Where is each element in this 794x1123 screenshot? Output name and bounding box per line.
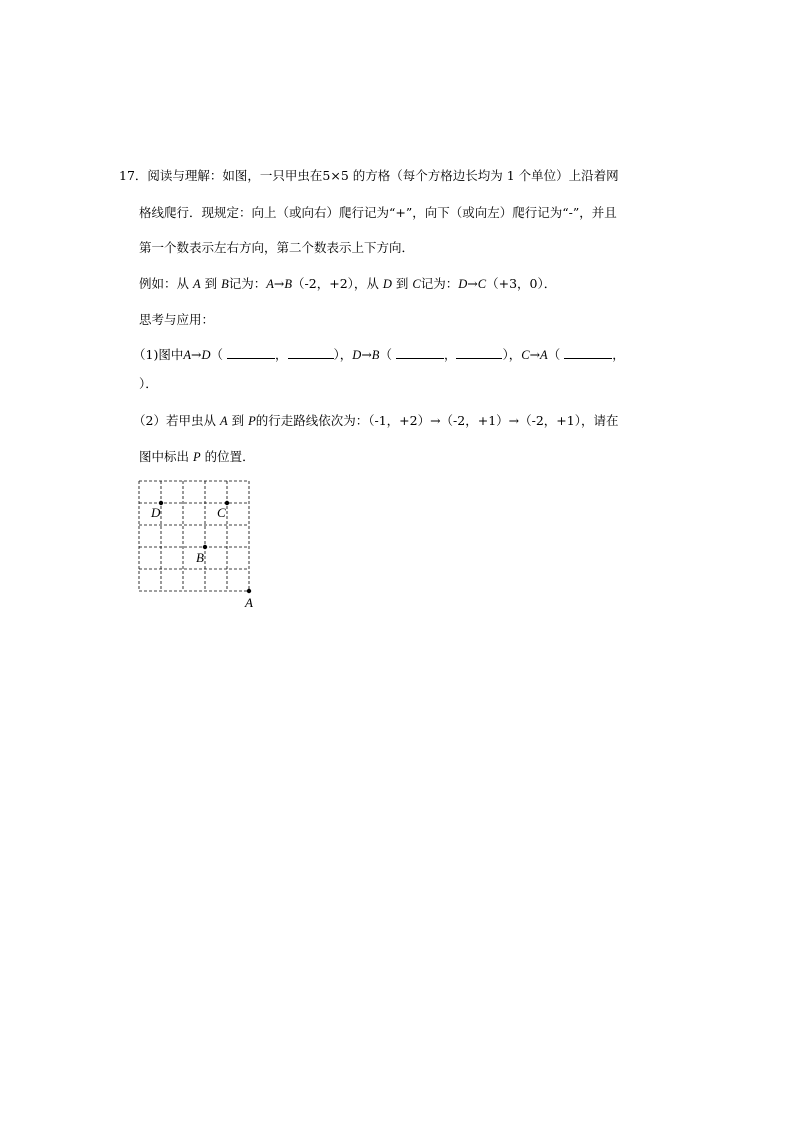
- var-a: A: [266, 277, 274, 291]
- problem-number: 17．: [119, 168, 148, 183]
- var-c: C: [521, 348, 530, 362]
- paren-open: （: [210, 347, 224, 362]
- var-c: C: [477, 277, 487, 291]
- answer-blank-ca-x[interactable]: [564, 346, 612, 359]
- comma: ，: [612, 347, 625, 362]
- var-c: C: [412, 277, 421, 291]
- q2-text: 到: [231, 413, 245, 428]
- arrow: →: [467, 276, 478, 291]
- arrow: →: [529, 347, 541, 362]
- var-d: D: [352, 348, 362, 362]
- var-b: B: [284, 277, 293, 291]
- comma: ，: [443, 347, 457, 362]
- arrow: →: [273, 276, 285, 291]
- var-b: B: [221, 277, 229, 291]
- question-1-line-2: [139, 376, 158, 392]
- answer-blank-db-y[interactable]: [456, 346, 502, 359]
- q2-route: 的行走路线依次为：（-1，+2）→（-2，+1）→（-2，+1），请在: [255, 413, 619, 428]
- var-a: A: [183, 348, 191, 362]
- grid-points: [150, 501, 253, 610]
- q1-tail: ）．: [139, 376, 158, 391]
- point-d-label: D: [151, 505, 161, 520]
- var-a: A: [540, 348, 548, 362]
- question-2-line-2: [139, 449, 255, 465]
- problem-line-3: [139, 240, 414, 256]
- var-a: A: [219, 414, 228, 428]
- example-text: 到: [395, 276, 409, 291]
- example-text: 到: [204, 276, 218, 291]
- var-p: P: [193, 450, 201, 464]
- comma: ，: [275, 347, 288, 362]
- problem-line-1: [119, 168, 619, 184]
- question-1-line: [133, 346, 625, 363]
- arrow: →: [361, 347, 372, 362]
- q2-prefix: （2）若甲虫从: [133, 413, 216, 428]
- answer-blank-db-x[interactable]: [396, 346, 444, 359]
- var-d: D: [458, 277, 468, 291]
- point-a-dot: [247, 589, 251, 593]
- intro-line-2: 格线爬行．现规定：向上（或向右）爬行记为“+”，向下（或向左）爬行记为“-”，并且: [139, 205, 617, 220]
- point-a-label: A: [245, 595, 253, 610]
- example-text: 例如：从: [139, 276, 190, 291]
- intro-line-1: 阅读与理解：如图，一只甲虫在5×5 的方格（每个方格边长均为 1 个单位）上沿着网: [147, 168, 619, 183]
- var-d: D: [201, 348, 211, 362]
- point-b-label: B: [196, 550, 204, 565]
- example-value-1: （-2，+2），从: [292, 276, 379, 291]
- question-2-line: [133, 413, 618, 429]
- var-d: D: [382, 277, 392, 291]
- q2-text: 图中标出: [139, 449, 190, 464]
- point-b-dot: [203, 545, 207, 549]
- paren-close: ），: [502, 347, 522, 362]
- point-c-label: C: [217, 505, 226, 520]
- q2-text: 的位置．: [204, 449, 255, 464]
- think-line: [139, 312, 214, 328]
- paren-open: （: [379, 347, 392, 362]
- example-text: 记为：: [420, 276, 459, 291]
- arrow: →: [190, 347, 202, 362]
- answer-blank-ad-y[interactable]: [288, 346, 334, 359]
- var-p: P: [248, 414, 256, 428]
- paren-open: （: [547, 347, 561, 362]
- example-line: [139, 276, 556, 292]
- grid-figure[interactable]: [131, 475, 271, 620]
- think-label: 思考与应用：: [139, 312, 215, 327]
- intro-line-3: 第一个数表示左右方向，第二个数表示上下方向．: [139, 240, 415, 255]
- answer-blank-ad-x[interactable]: [227, 346, 275, 359]
- var-b: B: [371, 348, 380, 362]
- q1-prefix: （1)图中: [133, 347, 184, 362]
- problem-line-2: [139, 205, 617, 221]
- grid-lines: [139, 481, 249, 591]
- example-text: 记为：: [228, 276, 267, 291]
- paren-close: ），: [333, 347, 353, 362]
- var-a: A: [193, 277, 201, 291]
- example-value-2: （+3，0）．: [486, 276, 557, 291]
